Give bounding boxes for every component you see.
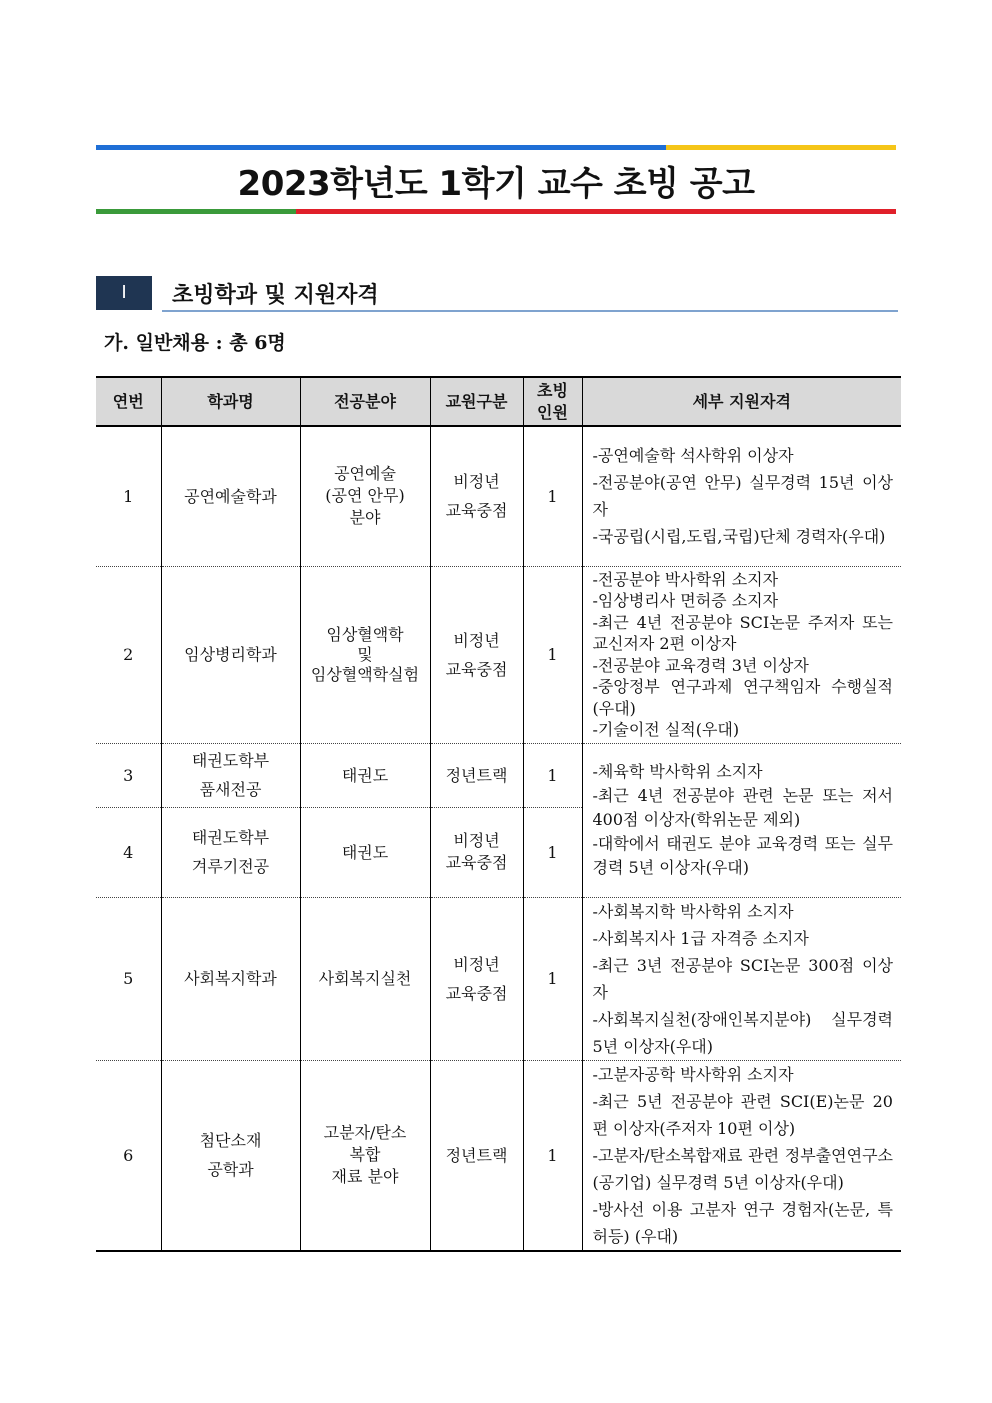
type-line: 비정년 (453, 831, 500, 850)
rule-red-segment (296, 209, 896, 214)
row-count: 1 (523, 897, 582, 1060)
qual-item: -사회복지사 1급 자격증 소지자 (592, 928, 809, 948)
rule-green-segment (96, 209, 296, 214)
row-dept (161, 743, 300, 807)
row-no: 5 (96, 897, 161, 1060)
dept-line: 사회복지학과 (184, 969, 277, 988)
row-quals (582, 897, 901, 1060)
table-header-row (96, 377, 901, 426)
sub-heading: 가. 일반채용 : 총 6명 (104, 332, 286, 354)
field-line: 및 (357, 644, 373, 664)
row-dept (161, 426, 300, 566)
section-title: 초빙학과 및 지원자격 (172, 283, 379, 308)
row-no: 6 (96, 1060, 161, 1251)
type-line: 비정년 (453, 472, 500, 492)
field-line: 임상혈액학실험 (310, 664, 420, 684)
type-line: 교육중점 (445, 853, 508, 872)
table-row (96, 897, 901, 1060)
qual-item: -전공분야(공연 안무) 실무경력 15년 이상자 (592, 473, 893, 520)
qual-item: -대학에서 태권도 분야 교육경력 또는 실무경력 5년 이상자(우대) (592, 834, 893, 877)
field-line: 복합 (349, 1145, 381, 1164)
row-field: 태권도 (300, 743, 430, 807)
qual-item: -임상병리사 면허증 소지자 (592, 591, 779, 610)
row-quals (582, 566, 901, 743)
qual-item: -최근 3년 전공분야 SCI논문 300점 이상자 (592, 955, 893, 1002)
header-quals: 세부 지원자격 (582, 377, 901, 426)
row-dept (161, 566, 300, 743)
dept-line: 임상병리학과 (184, 645, 277, 664)
type-line: 비정년 (453, 954, 500, 974)
field-line: (공연 안무) (325, 486, 405, 506)
header-no: 연번 (96, 377, 161, 426)
qual-item: -사회복지실천(장애인복지분야) 실무경력 5년 이상자(우대) (592, 1009, 893, 1056)
row-dept (161, 1060, 300, 1251)
field-line: 고분자/탄소 (323, 1123, 407, 1142)
type-line: 교육중점 (445, 983, 508, 1003)
row-type: 정년트랙 (430, 743, 523, 807)
section-underline (162, 310, 898, 312)
field-line: 분야 (349, 508, 381, 528)
qual-item: -전공분야 박사학위 소지자 (592, 569, 779, 589)
row-type (430, 897, 523, 1060)
qual-item: -중앙정부 연구과제 연구책임자 수행실적(우대) (592, 677, 893, 718)
row-type (430, 566, 523, 743)
row-quals (582, 426, 901, 566)
qual-item: -방사선 이용 고분자 연구 경험자(논문, 특허등) (우대) (592, 1199, 893, 1246)
dept-line: 첨단소재 (199, 1131, 262, 1150)
title-top-rule (96, 145, 896, 150)
row-count: 1 (523, 743, 582, 807)
header-dept: 학과명 (161, 377, 300, 426)
row-field (300, 1060, 430, 1251)
row-count: 1 (523, 807, 582, 897)
row-field (300, 426, 430, 566)
row-count: 1 (523, 1060, 582, 1251)
row-field (300, 566, 430, 743)
rule-blue-segment (96, 145, 666, 150)
header-field: 전공분야 (300, 377, 430, 426)
qual-item: -기술이전 실적(우대) (592, 720, 740, 739)
dept-line: 공연예술학과 (184, 486, 277, 506)
header-count-line1: 초빙 (537, 380, 568, 400)
qual-item: -공연예술학 석사학위 이상자 (592, 446, 794, 466)
dept-line: 태권도학부 (191, 828, 270, 847)
row-type: 정년트랙 (430, 1060, 523, 1251)
type-line: 교육중점 (445, 501, 508, 521)
row-no: 1 (96, 426, 161, 566)
row-quals (582, 743, 901, 897)
row-no: 4 (96, 807, 161, 897)
row-type (430, 807, 523, 897)
row-field (300, 897, 430, 1060)
row-type (430, 426, 523, 566)
field-line: 임상혈액학 (326, 624, 404, 644)
type-line: 교육중점 (445, 659, 508, 679)
header-type: 교원구분 (430, 377, 523, 426)
qual-item: -국공립(시립,도립,국립)단체 경력자(우대) (592, 527, 886, 547)
page-title: 2023학년도 1학기 교수 초빙 공고 (237, 164, 755, 204)
recruitment-table (96, 376, 901, 1252)
table-row (96, 1060, 901, 1251)
row-field: 태권도 (300, 807, 430, 897)
field-line: 공연예술 (334, 464, 396, 484)
section-number-badge: Ⅰ (96, 276, 152, 310)
dept-line: 공학과 (207, 1160, 254, 1179)
field-line: 사회복지실천 (318, 969, 412, 988)
qual-item: -최근 4년 전공분야 SCI논문 주저자 또는 교신저자 2편 이상자 (592, 612, 893, 653)
field-line: 재료 분야 (331, 1167, 399, 1186)
title-bottom-rule (96, 209, 896, 214)
row-count: 1 (523, 426, 582, 566)
qual-item: -최근 5년 전공분야 관련 SCI(E)논문 20편 이상자(주저자 10편 이상) (592, 1091, 893, 1138)
dept-line: 태권도학부 (191, 751, 270, 770)
row-dept (161, 897, 300, 1060)
qual-item: -고분자공학 박사학위 소지자 (592, 1064, 794, 1084)
type-line: 비정년 (453, 630, 500, 650)
table-row (96, 566, 901, 743)
table-row (96, 743, 901, 807)
row-no: 3 (96, 743, 161, 807)
qual-item: -사회복지학 박사학위 소지자 (592, 901, 794, 921)
row-dept (161, 807, 300, 897)
qual-item: -체육학 박사학위 소지자 (592, 762, 763, 781)
table-row (96, 426, 901, 566)
row-count: 1 (523, 566, 582, 743)
qual-item: -고분자/탄소복합재료 관련 정부출연연구소(공기업) 실무경력 5년 이상자(우대) (592, 1145, 893, 1192)
row-no: 2 (96, 566, 161, 743)
rule-yellow-segment (666, 145, 896, 150)
qual-item: -최근 4년 전공분야 관련 논문 또는 저서 400점 이상자(학위논문 제외) (592, 786, 893, 829)
qual-item: -전공분야 교육경력 3년 이상자 (592, 655, 809, 675)
dept-line: 품새전공 (199, 780, 262, 799)
header-count (523, 377, 582, 426)
row-quals (582, 1060, 901, 1251)
dept-line: 겨루기전공 (191, 857, 270, 876)
header-count-line2: 인원 (537, 402, 568, 422)
